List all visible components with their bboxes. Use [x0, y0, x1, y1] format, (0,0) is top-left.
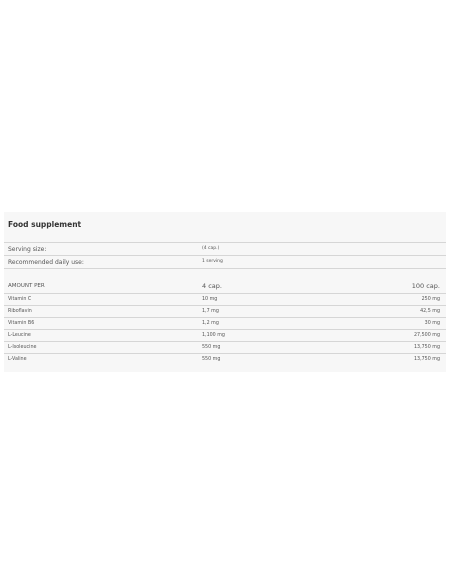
nutrient-name: L-Valine — [8, 357, 27, 362]
nutrient-name: Riboflavin — [8, 309, 32, 314]
panel-title: Food supplement — [8, 220, 82, 229]
table-row — [4, 342, 446, 354]
daily-use-value: 1 serving — [202, 259, 223, 264]
nutrient-name: L-Leucine — [8, 333, 31, 338]
nutrient-amount-100cap: 42,5 mg — [420, 309, 440, 314]
serving-size-value: (4 cap.) — [202, 246, 220, 251]
amount-col-4cap: 4 cap. — [202, 282, 222, 290]
table-row — [4, 318, 446, 330]
table-row — [4, 306, 446, 318]
amount-per-label: AMOUNT PER — [8, 283, 45, 289]
table-row — [4, 354, 446, 365]
serving-size-label: Serving size: — [8, 246, 47, 253]
nutrient-amount-4cap: 10 mg — [202, 297, 218, 302]
nutrient-name: L-Isoleucine — [8, 345, 37, 350]
nutrient-amount-4cap: 550 mg — [202, 345, 221, 350]
amount-header-row — [4, 280, 446, 294]
nutrient-name: Vitamin B6 — [8, 321, 35, 326]
nutrient-amount-100cap: 250 mg — [421, 297, 440, 302]
nutrient-amount-100cap: 27,500 mg — [413, 333, 440, 338]
nutrient-amount-4cap: 1,100 mg — [202, 333, 225, 338]
amount-col-100cap: 100 cap. — [411, 282, 440, 290]
supplement-facts-panel — [4, 212, 446, 372]
nutrient-name: Vitamin C — [8, 297, 32, 302]
nutrient-amount-4cap: 1,2 mg — [202, 321, 219, 326]
nutrient-amount-4cap: 1,7 mg — [202, 309, 219, 314]
daily-use-label: Recommended daily use: — [8, 259, 84, 266]
serving-size-row — [4, 243, 446, 256]
daily-use-row — [4, 256, 446, 269]
nutrient-amount-100cap: 13,750 mg — [413, 357, 440, 362]
table-row — [4, 294, 446, 306]
table-row — [4, 330, 446, 342]
nutrient-amount-4cap: 550 mg — [202, 357, 221, 362]
nutrient-amount-100cap: 13,750 mg — [413, 345, 440, 350]
nutrient-amount-100cap: 30 mg — [424, 321, 440, 326]
